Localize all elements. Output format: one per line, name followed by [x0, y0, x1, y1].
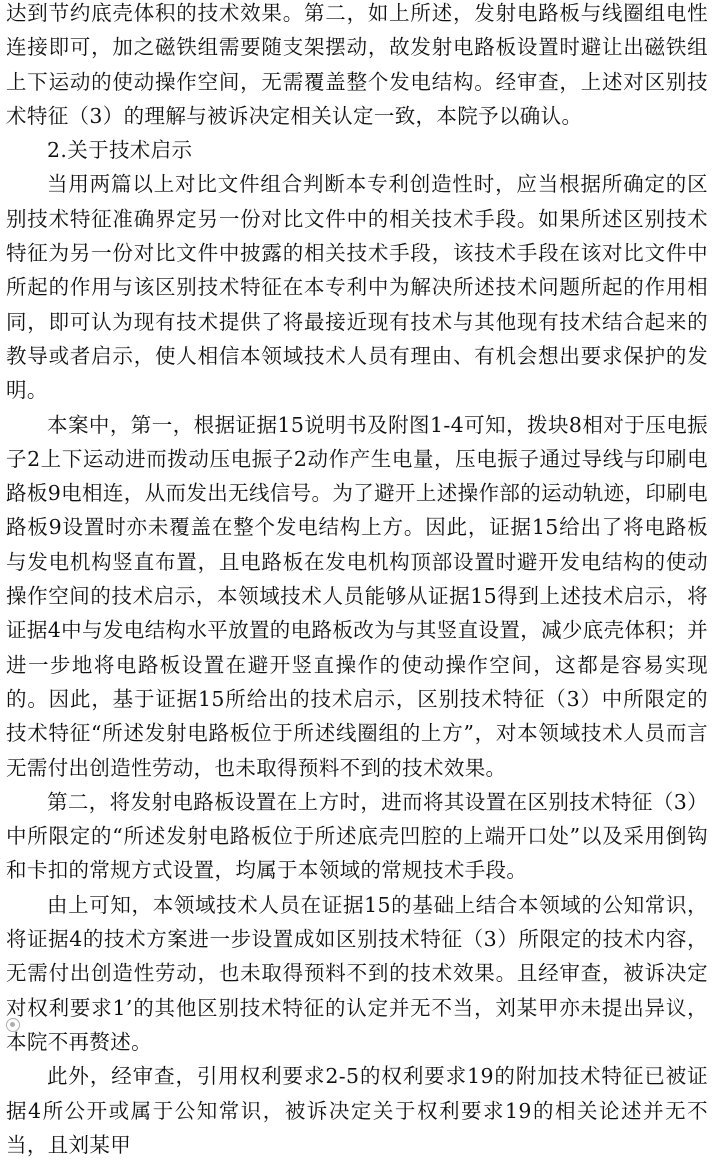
paragraph-conclusion: 由上可知，本领域技术人员在证据15的基础上结合本领域的公知常识，将证据4的技术方案进一步设置成如区别技术特征（3）所限定的技术内容，无需付出创造性劳动，也未取得预料不到的技术效果。且经审查，被诉决定对权利要求1’的其他区别技术特征的认定并无不当，刘某甲亦未提出异议，本院不再赘述。	[6, 892, 708, 1054]
paragraph-additionally: 此外，经审查，引用权利要求2-5的权利要求19的附加技术特征已被证据4所公开或属于公知常识，被诉决定关于权利要求19的相关论述并无不当，且刘某甲	[6, 1064, 708, 1157]
section-heading-technical-inspiration: 2.关于技术启示	[47, 138, 193, 163]
paragraph-first-point: 本案中，第一，根据证据15说明书及附图1-4可知，拨块8相对于压电振子2上下运动进而拨动压电振子2动作产生电量，压电振子通过导线与印刷电路板9电相连，从而发出无线信号。为了避开上述操作部的运动轨迹，印刷电路板9设置时亦未覆盖在整个发电结构上方。因此，证据15给出了将电路板与发电机构竖直布置，且电路板在发电机构顶部设置时避开发电结构的使动操作空间的技术启示，本领域技术人员能够从证据15得到上述技术启示，将证据4中与发电结构水平放置的电路板改为与其竖直设置，减少底壳体积；并进一步地将电路板设置在避开竖直操作的使动操作空间，这都是容易实现的。因此，基于证据15所给出的技术启示，区别技术特征（3）中所限定的技术特征“所述发射电路板位于所述线圈组的上方”，对本领域技术人员而言无需付出创造性劳动，也未取得预料不到的技术效果。	[6, 412, 708, 780]
watermark-logo-icon	[6, 1018, 20, 1032]
paragraph-second-point: 第二，将发射电路板设置在上方时，进而将其设置在区别技术特征（3）中所限定的“所述发射电路板位于所述底壳凹腔的上端开口处”以及采用倒钩和卡扣的常规方式设置，均属于本领域的常规技术手段。	[6, 789, 708, 883]
paragraph-continued: 达到节约底壳体积的技术效果。第二，如上所述，发射电路板与线圈组电性连接即可，加之磁铁组需要随支架摆动，故发射电路板设置时避让出磁铁组上下运动的使动操作空间，无需覆盖整个发电结构。经审查，上述对区别技术特征（3）的理解与被诉决定相关认定一致，本院予以确认。	[6, 1, 708, 128]
watermark	[6, 1018, 20, 1032]
paragraph-legal-standard: 当用两篇以上对比文件组合判断本专利创造性时，应当根据所确定的区别技术特征准确界定另一份对比文件中的相关技术手段。如果所述区别技术特征为另一份对比文件中披露的相关技术手段，该技术手段在该对比文件中所起的作用与该区别技术特征在本专利中为解决所述技术问题所起的作用相同，即可认为现有技术提供了将最接近现有技术与其他现有技术结合起来的教导或者启示，使人相信本领域技术人员有理由、有机会想出要求保护的发明。	[6, 172, 708, 403]
